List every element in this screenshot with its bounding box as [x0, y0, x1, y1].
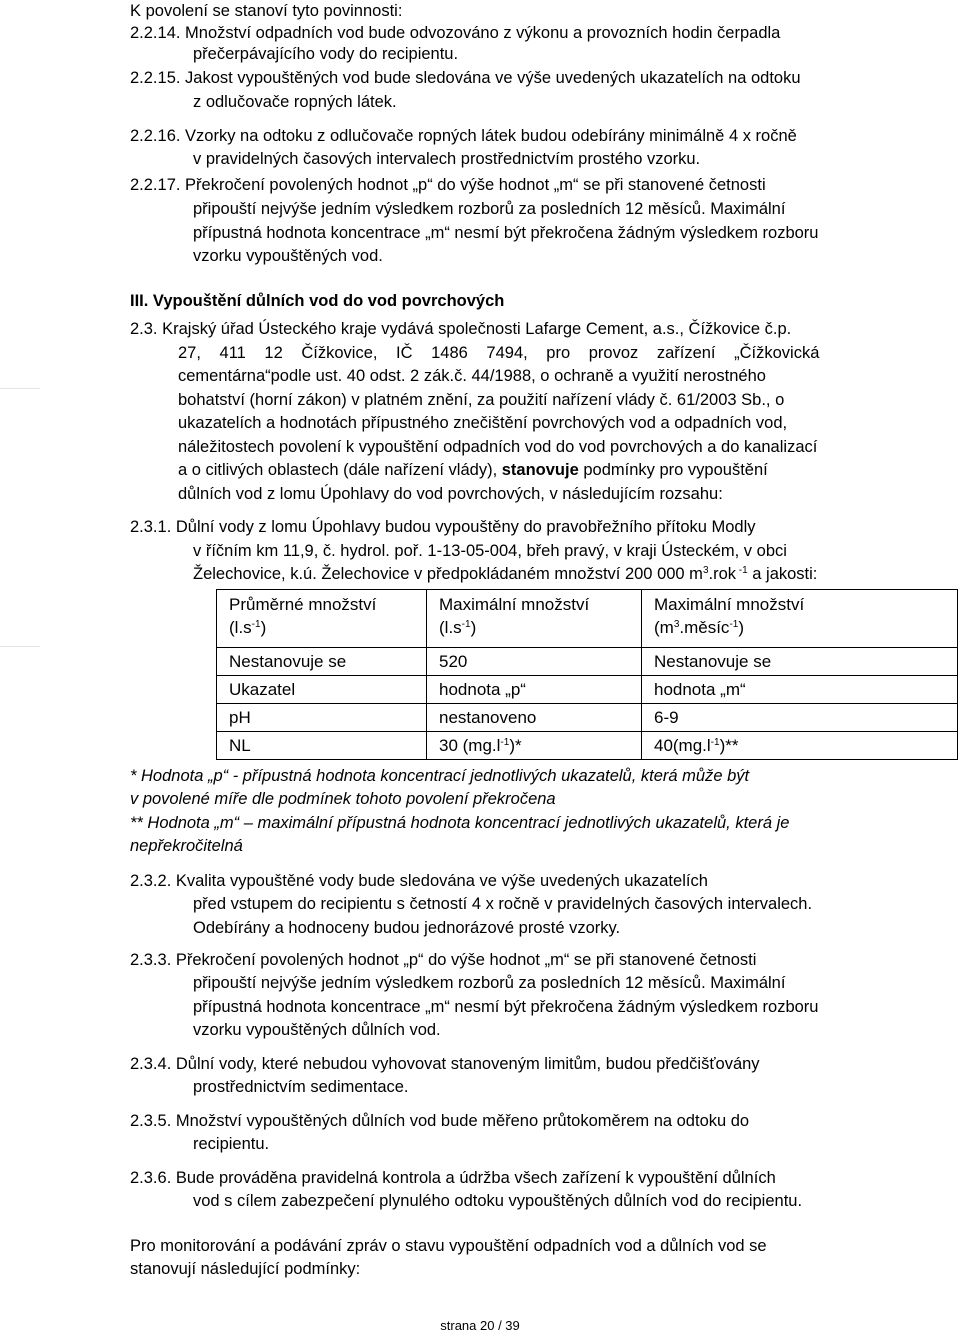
text-span: .rok	[708, 565, 737, 583]
table-cell: pH	[217, 704, 427, 732]
text-line: přečerpávajícího vody do recipientu.	[193, 45, 459, 63]
table-cell: hodnota „m“	[641, 676, 957, 704]
text-line: před vstupem do recipientu s četností 4 x ročně v pravidelných časových intervalech.	[193, 895, 813, 913]
table-header-cell	[217, 590, 427, 648]
footnote-line: v povolené míře dle podmínek tohoto povolení překročena	[130, 790, 556, 808]
header-text: (m	[653, 618, 674, 637]
footnote-line: nepřekročitelná	[130, 837, 243, 855]
text-line: 27, 411 12 Čížkovice, IČ 1486 7494, pro provoz zařízení „Čížkovická	[178, 344, 820, 362]
table-cell: NL	[217, 732, 427, 760]
text-line: 2.2.16. Vzorky na odtoku z odlučovače ropných látek budou odebírány minimálně 4 x ročně	[130, 127, 797, 145]
text-line: náležitostech povolení k vypouštění odpadních vod do vod povrchových a do kanalizací	[178, 438, 818, 456]
text-line: důlních vod z lomu Úpohlavy do vod povrchových, v následujícím rozsahu:	[178, 485, 723, 503]
text-line: prostřednictvím sedimentace.	[193, 1078, 409, 1096]
text-line: z odlučovače ropných látek.	[193, 93, 397, 111]
text-line: 2.2.15. Jakost vypouštěných vod bude sledována ve výše uvedených ukazatelích na odtoku	[130, 69, 801, 87]
text-line: 2.3.2. Kvalita vypouštěné vody bude sledována ve výše uvedených ukazatelích	[130, 872, 708, 890]
header-text: Maximální množství	[439, 595, 590, 614]
table-cell: hodnota „p“	[427, 676, 642, 704]
emphasis-span: stanovuje	[501, 461, 579, 479]
text-line: přípustná hodnota koncentrace „m“ nesmí být překročena žádným výsledkem rozboru	[193, 998, 819, 1016]
text-line: připouští nejvýše jedním výsledkem rozborů za posledních 12 měsíců. Maximální	[193, 200, 786, 218]
text-line: 2.3.6. Bude prováděna pravidelná kontrola a údržba všech zařízení k vypouštění důlních	[130, 1169, 776, 1187]
superscript: 3	[702, 565, 709, 576]
page-number: strana 20 / 39	[440, 1318, 520, 1333]
text-span: podmínky pro vypouštění	[578, 461, 768, 479]
text-line: 2.3. Krajský úřad Ústeckého kraje vydává společnosti Lafarge Cement, a.s., Čížkovice č.p.	[130, 320, 792, 338]
superscript: -1	[710, 737, 720, 748]
table-cell: nestanoveno	[427, 704, 642, 732]
superscript: 3	[673, 619, 680, 630]
superscript: -1	[461, 619, 471, 630]
text-line: připouští nejvýše jedním výsledkem rozborů za posledních 12 měsíců. Maximální	[193, 974, 786, 992]
header-text: )	[470, 618, 477, 637]
header-text: Maximální množství	[653, 595, 805, 614]
text-span: a o citlivých oblastech (dále nařízení vlády),	[178, 461, 502, 479]
table-cell: 520	[427, 648, 642, 676]
cell-text: 30 (mg.l	[439, 736, 501, 755]
table-cell: Nestanovuje se	[217, 648, 427, 676]
text-line: 2.2.14. Množství odpadních vod bude odvozováno z výkonu a provozních hodin čerpadla	[130, 24, 781, 42]
table-cell: Ukazatel	[217, 676, 427, 704]
text-line: 2.3.5. Množství vypouštěných důlních vod bude měřeno průtokoměrem na odtoku do	[130, 1112, 750, 1130]
text-line: stanovují následující podmínky:	[130, 1260, 361, 1278]
margin-mark	[0, 646, 40, 647]
header-text: )	[260, 618, 267, 637]
cell-text: 40(mg.l	[653, 736, 711, 755]
header-text: Průměrné množství	[229, 595, 377, 614]
table-row	[217, 704, 958, 732]
text-line: bohatství (horní zákon) v platném znění, za použití nařízení vlády č. 61/2003 Sb., o	[178, 391, 785, 409]
text-line: přípustná hodnota koncentrace „m“ nesmí být překročena žádným výsledkem rozboru	[193, 224, 819, 242]
table-header-cell	[641, 590, 957, 648]
text-line	[193, 563, 817, 585]
table-cell	[641, 732, 957, 760]
text-line: Pro monitorování a podávání zpráv o stavu vypouštění odpadních vod a důlních vod se	[130, 1237, 767, 1255]
text-line: ukazatelích a hodnotách přípustného znečištění povrchových vod a odpadních vod,	[178, 414, 788, 432]
text-span: Želechovice, k.ú. Želechovice v předpokládaném množství 200 000 m	[193, 565, 703, 583]
footnote-line: * Hodnota „p“ - přípustná hodnota koncentrací jednotlivých ukazatelů, která může být	[130, 767, 750, 785]
cell-text: )**	[719, 736, 739, 755]
text-line: v pravidelných časových intervalech prostřednictvím prostého vzorku.	[193, 150, 701, 168]
table-cell: 6-9	[641, 704, 957, 732]
superscript: -1	[736, 565, 748, 576]
margin-mark	[0, 388, 40, 389]
table-row	[217, 676, 958, 704]
table-header-cell	[427, 590, 642, 648]
text-line: 2.3.3. Překročení povolených hodnot „p“ do výše hodnot „m“ se při stanovené četnosti	[130, 951, 757, 969]
text-line: 2.2.17. Překročení povolených hodnot „p“ do výše hodnot „m“ se při stanovené četnosti	[130, 176, 766, 194]
text-line: vzorku vypouštěných důlních vod.	[193, 1021, 441, 1039]
header-text: (l.s	[229, 618, 252, 637]
text-line: 2.3.1. Důlní vody z lomu Úpohlavy budou vypouštěny do pravobřežního přítoku Modly	[130, 518, 756, 536]
table-row	[217, 732, 958, 760]
table-row	[217, 648, 958, 676]
section-heading: III. Vypouštění důlních vod do vod povrchových	[130, 292, 505, 310]
header-text: .měsíc	[679, 618, 730, 637]
table-header-row	[217, 590, 958, 648]
header-text: (l.s	[439, 618, 462, 637]
footnote-line: ** Hodnota „m“ – maximální přípustná hodnota koncentrací jednotlivých ukazatelů, která je	[130, 814, 790, 832]
text-line: recipientu.	[193, 1135, 270, 1153]
text-line: cementárna“podle ust. 40 odst. 2 zák.č. 44/1988, o ochraně a využití nerostného	[178, 367, 766, 385]
text-line: v říčním km 11,9, č. hydrol. poř. 1-13-05-004, břeh pravý, v kraji Ústeckém, v obci	[193, 542, 787, 560]
superscript: -1	[251, 619, 261, 630]
table-cell	[427, 732, 642, 760]
discharge-table	[216, 589, 958, 760]
cell-text: )*	[509, 736, 522, 755]
table-cell: Nestanovuje se	[641, 648, 957, 676]
text-line: K povolení se stanoví tyto povinnosti:	[130, 2, 403, 20]
text-line: Odebírány a hodnoceny budou jednorázové prosté vzorky.	[193, 919, 621, 937]
header-text: )	[738, 618, 745, 637]
superscript: -1	[729, 619, 739, 630]
text-line: vod s cílem zabezpečení plynulého odtoku vypouštěných důlních vod do recipientu.	[193, 1192, 803, 1210]
text-line: vzorku vypouštěných vod.	[193, 247, 383, 265]
text-line	[178, 459, 768, 481]
superscript: -1	[500, 737, 510, 748]
text-span: a jakosti:	[747, 565, 818, 583]
text-line: 2.3.4. Důlní vody, které nebudou vyhovovat stanoveným limitům, budou předčišťovány	[130, 1055, 760, 1073]
